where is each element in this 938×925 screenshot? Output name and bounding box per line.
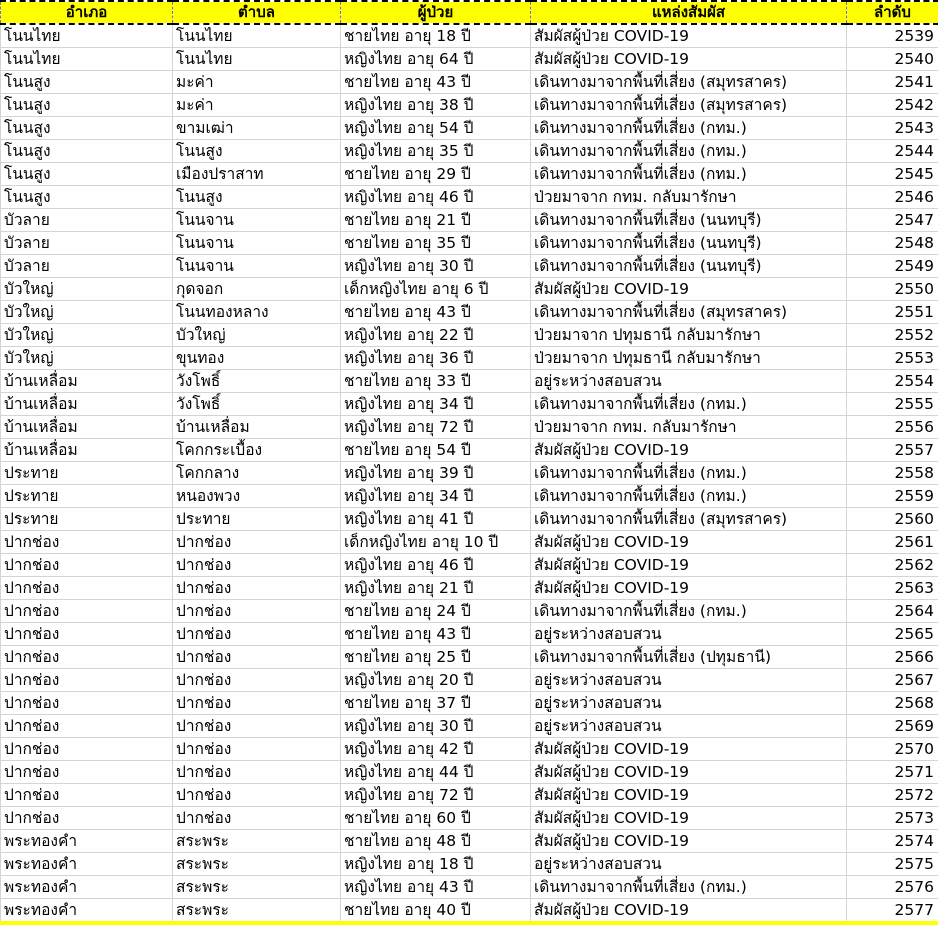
case-number-cell[interactable]: 2545 (847, 163, 938, 186)
table-row (1, 370, 938, 393)
subdistrict-cell[interactable]: โนนจาน (173, 232, 341, 255)
patient-cell[interactable]: ชายไทย อายุ 40 ปี (341, 899, 531, 922)
subdistrict-cell[interactable]: โนนไทย (173, 24, 341, 48)
subdistrict-cell[interactable]: ปากช่อง (173, 807, 341, 830)
subdistrict-cell[interactable]: สระพระ (173, 899, 341, 922)
patient-cell[interactable]: ชายไทย อายุ 29 ปี (341, 163, 531, 186)
exposure-source-cell[interactable]: อยู่ระหว่างสอบสวน (531, 715, 847, 738)
table-row (1, 853, 938, 876)
district-cell[interactable]: บัวลาย (1, 209, 173, 232)
exposure-source-cell[interactable]: สัมผัสผู้ป่วย COVID-19 (531, 439, 847, 462)
case-number-cell[interactable]: 2576 (847, 876, 938, 899)
district-cell[interactable]: บัวลาย (1, 232, 173, 255)
subdistrict-cell[interactable]: ปากช่อง (173, 600, 341, 623)
subdistrict-cell[interactable]: โนนสูง (173, 186, 341, 209)
district-cell[interactable]: โนนไทย (1, 24, 173, 48)
district-cell[interactable]: ปากช่อง (1, 715, 173, 738)
case-number-cell[interactable]: 2566 (847, 646, 938, 669)
table-row (1, 232, 938, 255)
case-number-cell[interactable]: 2563 (847, 577, 938, 600)
case-number-cell[interactable]: 2553 (847, 347, 938, 370)
subdistrict-cell[interactable]: โนนจาน (173, 209, 341, 232)
table-row (1, 807, 938, 830)
case-number-cell[interactable]: 2555 (847, 393, 938, 416)
exposure-source-cell[interactable]: เดินทางมาจากพื้นที่เสี่ยง (กทม.) (531, 163, 847, 186)
table-row (1, 761, 938, 784)
table-row (1, 278, 938, 301)
table-row (1, 209, 938, 232)
header-case-number[interactable]: ลำดับ (847, 1, 938, 24)
table-body (1, 24, 938, 922)
case-number-cell[interactable]: 2567 (847, 669, 938, 692)
table-row (1, 485, 938, 508)
patient-cell[interactable]: ชายไทย อายุ 43 ปี (341, 301, 531, 324)
case-number-cell[interactable]: 2552 (847, 324, 938, 347)
district-cell[interactable]: ปากช่อง (1, 646, 173, 669)
patient-cell[interactable]: ชายไทย อายุ 54 ปี (341, 439, 531, 462)
table-row (1, 577, 938, 600)
district-cell[interactable]: บัวลาย (1, 255, 173, 278)
table-row (1, 899, 938, 922)
exposure-source-cell[interactable]: สัมผัสผู้ป่วย COVID-19 (531, 554, 847, 577)
table-row (1, 784, 938, 807)
subdistrict-cell[interactable]: สระพระ (173, 853, 341, 876)
table-row (1, 508, 938, 531)
district-cell[interactable]: โนนสูง (1, 94, 173, 117)
patient-cell[interactable]: ชายไทย อายุ 48 ปี (341, 830, 531, 853)
case-number-cell[interactable]: 2557 (847, 439, 938, 462)
district-cell[interactable]: โนนสูง (1, 117, 173, 140)
case-number-cell[interactable]: 2572 (847, 784, 938, 807)
district-cell[interactable]: พระทองคำ (1, 899, 173, 922)
district-cell[interactable]: ปากช่อง (1, 531, 173, 554)
subdistrict-cell[interactable]: โคกกลาง (173, 462, 341, 485)
subdistrict-cell[interactable]: ปากช่อง (173, 738, 341, 761)
case-number-cell[interactable]: 2550 (847, 278, 938, 301)
exposure-source-cell[interactable]: สัมผัสผู้ป่วย COVID-19 (531, 784, 847, 807)
patient-cell[interactable]: ชายไทย อายุ 43 ปี (341, 623, 531, 646)
patient-cell[interactable]: หญิงไทย อายุ 21 ปี (341, 577, 531, 600)
subdistrict-cell[interactable]: ปากช่อง (173, 761, 341, 784)
case-number-cell[interactable]: 2540 (847, 48, 938, 71)
subdistrict-cell[interactable]: ขุนทอง (173, 347, 341, 370)
patient-cell[interactable]: หญิงไทย อายุ 43 ปี (341, 876, 531, 899)
exposure-source-cell[interactable]: สัมผัสผู้ป่วย COVID-19 (531, 531, 847, 554)
patient-cell[interactable]: หญิงไทย อายุ 35 ปี (341, 140, 531, 163)
exposure-source-cell[interactable]: สัมผัสผู้ป่วย COVID-19 (531, 761, 847, 784)
district-cell[interactable]: ปากช่อง (1, 623, 173, 646)
exposure-source-cell[interactable]: เดินทางมาจากพื้นที่เสี่ยง (นนทบุรี) (531, 232, 847, 255)
table-row (1, 738, 938, 761)
district-cell[interactable]: โนนสูง (1, 140, 173, 163)
district-cell[interactable]: บัวใหญ่ (1, 278, 173, 301)
patient-cell[interactable]: หญิงไทย อายุ 46 ปี (341, 186, 531, 209)
district-cell[interactable]: ปากช่อง (1, 692, 173, 715)
subdistrict-cell[interactable]: หนองพวง (173, 485, 341, 508)
district-cell[interactable]: ปากช่อง (1, 761, 173, 784)
case-number-cell[interactable]: 2559 (847, 485, 938, 508)
exposure-source-cell[interactable]: เดินทางมาจากพื้นที่เสี่ยง (นนทบุรี) (531, 209, 847, 232)
table-row (1, 669, 938, 692)
case-number-cell[interactable]: 2554 (847, 370, 938, 393)
subdistrict-cell[interactable]: โนนทองหลาง (173, 301, 341, 324)
header-patient[interactable]: ผู้ป่วย (341, 1, 531, 24)
district-cell[interactable]: บ้านเหลื่อม (1, 439, 173, 462)
table-row (1, 600, 938, 623)
table-row (1, 94, 938, 117)
case-number-cell[interactable]: 2541 (847, 71, 938, 94)
case-number-cell[interactable]: 2542 (847, 94, 938, 117)
exposure-source-cell[interactable]: อยู่ระหว่างสอบสวน (531, 853, 847, 876)
table-row (1, 462, 938, 485)
district-cell[interactable]: ปากช่อง (1, 600, 173, 623)
exposure-source-cell[interactable]: เดินทางมาจากพื้นที่เสี่ยง (กทม.) (531, 117, 847, 140)
exposure-source-cell[interactable]: ป่วยมาจาก กทม. กลับมารักษา (531, 186, 847, 209)
district-cell[interactable]: โนนสูง (1, 163, 173, 186)
header-row (1, 1, 938, 24)
case-number-cell[interactable]: 2558 (847, 462, 938, 485)
patient-cell[interactable]: ชายไทย อายุ 21 ปี (341, 209, 531, 232)
district-cell[interactable]: โนนสูง (1, 71, 173, 94)
exposure-source-cell[interactable]: ป่วยมาจาก ปทุมธานี กลับมารักษา (531, 347, 847, 370)
case-number-cell[interactable]: 2547 (847, 209, 938, 232)
subdistrict-cell[interactable]: ประทาย (173, 508, 341, 531)
district-cell[interactable]: บัวใหญ่ (1, 324, 173, 347)
exposure-source-cell[interactable]: เดินทางมาจากพื้นที่เสี่ยง (สมุทรสาคร) (531, 71, 847, 94)
subdistrict-cell[interactable]: ปากช่อง (173, 623, 341, 646)
patient-cell[interactable]: หญิงไทย อายุ 22 ปี (341, 324, 531, 347)
table-row (1, 347, 938, 370)
patient-cell[interactable]: หญิงไทย อายุ 30 ปี (341, 715, 531, 738)
district-cell[interactable]: ปากช่อง (1, 577, 173, 600)
table-row (1, 140, 938, 163)
subdistrict-cell[interactable]: มะค่า (173, 71, 341, 94)
subdistrict-cell[interactable]: ขามเฒ่า (173, 117, 341, 140)
district-cell[interactable]: โนนไทย (1, 48, 173, 71)
subdistrict-cell[interactable]: โนนไทย (173, 48, 341, 71)
district-cell[interactable]: ปากช่อง (1, 554, 173, 577)
patient-cell[interactable]: หญิงไทย อายุ 20 ปี (341, 669, 531, 692)
district-cell[interactable]: ประทาย (1, 462, 173, 485)
bottom-highlight-band (0, 921, 938, 925)
table-row (1, 646, 938, 669)
table-row (1, 830, 938, 853)
subdistrict-cell[interactable]: บ้านเหลื่อม (173, 416, 341, 439)
exposure-source-cell[interactable]: เดินทางมาจากพื้นที่เสี่ยง (กทม.) (531, 485, 847, 508)
patient-cell[interactable]: หญิงไทย อายุ 72 ปี (341, 784, 531, 807)
exposure-source-cell[interactable]: เดินทางมาจากพื้นที่เสี่ยง (สมุทรสาคร) (531, 508, 847, 531)
subdistrict-cell[interactable]: บัวใหญ่ (173, 324, 341, 347)
table-row (1, 692, 938, 715)
case-number-cell[interactable]: 2546 (847, 186, 938, 209)
exposure-source-cell[interactable]: สัมผัสผู้ป่วย COVID-19 (531, 899, 847, 922)
case-number-cell[interactable]: 2564 (847, 600, 938, 623)
district-cell[interactable]: บ้านเหลื่อม (1, 393, 173, 416)
exposure-source-cell[interactable]: เดินทางมาจากพื้นที่เสี่ยง (กทม.) (531, 600, 847, 623)
district-cell[interactable]: ประทาย (1, 485, 173, 508)
case-number-cell[interactable]: 2577 (847, 899, 938, 922)
patient-cell[interactable]: ชายไทย อายุ 35 ปี (341, 232, 531, 255)
case-number-cell[interactable]: 2575 (847, 853, 938, 876)
patient-cell[interactable]: ชายไทย อายุ 18 ปี (341, 24, 531, 48)
exposure-source-cell[interactable]: เดินทางมาจากพื้นที่เสี่ยง (กทม.) (531, 140, 847, 163)
subdistrict-cell[interactable]: สระพระ (173, 830, 341, 853)
district-cell[interactable]: ปากช่อง (1, 669, 173, 692)
patient-cell[interactable]: หญิงไทย อายุ 42 ปี (341, 738, 531, 761)
district-cell[interactable]: พระทองคำ (1, 830, 173, 853)
header-exposure-source[interactable]: แหล่งสัมผัส (531, 1, 847, 24)
district-cell[interactable]: ปากช่อง (1, 784, 173, 807)
table-row (1, 623, 938, 646)
table-row (1, 715, 938, 738)
case-number-cell[interactable]: 2569 (847, 715, 938, 738)
table-row (1, 255, 938, 278)
table-row (1, 163, 938, 186)
patient-cell[interactable]: ชายไทย อายุ 43 ปี (341, 71, 531, 94)
patient-cell[interactable]: หญิงไทย อายุ 46 ปี (341, 554, 531, 577)
exposure-source-cell[interactable]: เดินทางมาจากพื้นที่เสี่ยง (นนทบุรี) (531, 255, 847, 278)
table-row (1, 48, 938, 71)
exposure-source-cell[interactable]: อยู่ระหว่างสอบสวน (531, 370, 847, 393)
subdistrict-cell[interactable]: ปากช่อง (173, 646, 341, 669)
subdistrict-cell[interactable]: ปากช่อง (173, 715, 341, 738)
patient-cell[interactable]: หญิงไทย อายุ 39 ปี (341, 462, 531, 485)
table-row (1, 531, 938, 554)
table-row (1, 71, 938, 94)
subdistrict-cell[interactable]: เมืองปราสาท (173, 163, 341, 186)
patient-cell[interactable]: เด็กหญิงไทย อายุ 10 ปี (341, 531, 531, 554)
exposure-source-cell[interactable]: เดินทางมาจากพื้นที่เสี่ยง (ปทุมธานี) (531, 646, 847, 669)
district-cell[interactable]: พระทองคำ (1, 876, 173, 899)
patient-cell[interactable]: หญิงไทย อายุ 44 ปี (341, 761, 531, 784)
exposure-source-cell[interactable]: เดินทางมาจากพื้นที่เสี่ยง (กทม.) (531, 876, 847, 899)
case-number-cell[interactable]: 2574 (847, 830, 938, 853)
patient-cell[interactable]: ชายไทย อายุ 60 ปี (341, 807, 531, 830)
table-row (1, 876, 938, 899)
case-number-cell[interactable]: 2544 (847, 140, 938, 163)
subdistrict-cell[interactable]: วังโพธิ์ (173, 393, 341, 416)
exposure-source-cell[interactable]: สัมผัสผู้ป่วย COVID-19 (531, 278, 847, 301)
exposure-source-cell[interactable]: อยู่ระหว่างสอบสวน (531, 623, 847, 646)
exposure-source-cell[interactable]: ป่วยมาจาก ปทุมธานี กลับมารักษา (531, 324, 847, 347)
district-cell[interactable]: ปากช่อง (1, 807, 173, 830)
case-number-cell[interactable]: 2571 (847, 761, 938, 784)
patient-cell[interactable]: หญิงไทย อายุ 18 ปี (341, 853, 531, 876)
patient-cell[interactable]: ชายไทย อายุ 24 ปี (341, 600, 531, 623)
patient-cell[interactable]: หญิงไทย อายุ 54 ปี (341, 117, 531, 140)
patient-cell[interactable]: ชายไทย อายุ 33 ปี (341, 370, 531, 393)
subdistrict-cell[interactable]: ปากช่อง (173, 554, 341, 577)
table-row (1, 24, 938, 48)
subdistrict-cell[interactable]: ปากช่อง (173, 784, 341, 807)
exposure-source-cell[interactable]: สัมผัสผู้ป่วย COVID-19 (531, 48, 847, 71)
patient-cell[interactable]: ชายไทย อายุ 25 ปี (341, 646, 531, 669)
case-number-cell[interactable]: 2543 (847, 117, 938, 140)
patient-cell[interactable]: หญิงไทย อายุ 34 ปี (341, 485, 531, 508)
exposure-source-cell[interactable]: อยู่ระหว่างสอบสวน (531, 692, 847, 715)
district-cell[interactable]: ประทาย (1, 508, 173, 531)
case-number-cell[interactable]: 2568 (847, 692, 938, 715)
exposure-source-cell[interactable]: เดินทางมาจากพื้นที่เสี่ยง (สมุทรสาคร) (531, 94, 847, 117)
patient-cell[interactable]: หญิงไทย อายุ 30 ปี (341, 255, 531, 278)
patient-cell[interactable]: หญิงไทย อายุ 41 ปี (341, 508, 531, 531)
case-number-cell[interactable]: 2565 (847, 623, 938, 646)
patient-cell[interactable]: เด็กหญิงไทย อายุ 6 ปี (341, 278, 531, 301)
case-number-cell[interactable]: 2562 (847, 554, 938, 577)
table-row (1, 554, 938, 577)
district-cell[interactable]: บัวใหญ่ (1, 301, 173, 324)
patient-cell[interactable]: หญิงไทย อายุ 36 ปี (341, 347, 531, 370)
subdistrict-cell[interactable]: ปากช่อง (173, 531, 341, 554)
case-number-cell[interactable]: 2560 (847, 508, 938, 531)
exposure-source-cell[interactable]: สัมผัสผู้ป่วย COVID-19 (531, 738, 847, 761)
subdistrict-cell[interactable]: กุดจอก (173, 278, 341, 301)
header-district[interactable]: อำเภอ (1, 1, 173, 24)
subdistrict-cell[interactable]: ปากช่อง (173, 577, 341, 600)
patient-cell[interactable]: หญิงไทย อายุ 72 ปี (341, 416, 531, 439)
subdistrict-cell[interactable]: มะค่า (173, 94, 341, 117)
subdistrict-cell[interactable]: ปากช่อง (173, 692, 341, 715)
patient-cell[interactable]: หญิงไทย อายุ 64 ปี (341, 48, 531, 71)
patient-cell[interactable]: หญิงไทย อายุ 38 ปี (341, 94, 531, 117)
subdistrict-cell[interactable]: สระพระ (173, 876, 341, 899)
header-subdistrict[interactable]: ตำบล (173, 1, 341, 24)
table-row (1, 324, 938, 347)
district-cell[interactable]: พระทองคำ (1, 853, 173, 876)
exposure-source-cell[interactable]: เดินทางมาจากพื้นที่เสี่ยง (สมุทรสาคร) (531, 301, 847, 324)
subdistrict-cell[interactable]: โคกกระเบื้อง (173, 439, 341, 462)
case-number-cell[interactable]: 2548 (847, 232, 938, 255)
district-cell[interactable]: โนนสูง (1, 186, 173, 209)
patient-cell[interactable]: ชายไทย อายุ 37 ปี (341, 692, 531, 715)
table-row (1, 117, 938, 140)
exposure-source-cell[interactable]: สัมผัสผู้ป่วย COVID-19 (531, 577, 847, 600)
patient-cell[interactable]: หญิงไทย อายุ 34 ปี (341, 393, 531, 416)
exposure-source-cell[interactable]: อยู่ระหว่างสอบสวน (531, 669, 847, 692)
exposure-source-cell[interactable]: สัมผัสผู้ป่วย COVID-19 (531, 807, 847, 830)
district-cell[interactable]: บัวใหญ่ (1, 347, 173, 370)
case-number-cell[interactable]: 2551 (847, 301, 938, 324)
subdistrict-cell[interactable]: วังโพธิ์ (173, 370, 341, 393)
subdistrict-cell[interactable]: ปากช่อง (173, 669, 341, 692)
district-cell[interactable]: ปากช่อง (1, 738, 173, 761)
subdistrict-cell[interactable]: โนนจาน (173, 255, 341, 278)
case-number-cell[interactable]: 2570 (847, 738, 938, 761)
case-number-cell[interactable]: 2556 (847, 416, 938, 439)
exposure-source-cell[interactable]: ป่วยมาจาก กทม. กลับมารักษา (531, 416, 847, 439)
case-number-cell[interactable]: 2573 (847, 807, 938, 830)
exposure-source-cell[interactable]: สัมผัสผู้ป่วย COVID-19 (531, 830, 847, 853)
table-row (1, 416, 938, 439)
exposure-source-cell[interactable]: สัมผัสผู้ป่วย COVID-19 (531, 24, 847, 48)
table-row (1, 439, 938, 462)
district-cell[interactable]: บ้านเหลื่อม (1, 416, 173, 439)
exposure-source-cell[interactable]: เดินทางมาจากพื้นที่เสี่ยง (กทม.) (531, 393, 847, 416)
case-number-cell[interactable]: 2561 (847, 531, 938, 554)
subdistrict-cell[interactable]: โนนสูง (173, 140, 341, 163)
district-cell[interactable]: บ้านเหลื่อม (1, 370, 173, 393)
table-row (1, 393, 938, 416)
case-number-cell[interactable]: 2539 (847, 24, 938, 48)
table-row (1, 186, 938, 209)
table-row (1, 301, 938, 324)
case-number-cell[interactable]: 2549 (847, 255, 938, 278)
exposure-source-cell[interactable]: เดินทางมาจากพื้นที่เสี่ยง (กทม.) (531, 462, 847, 485)
